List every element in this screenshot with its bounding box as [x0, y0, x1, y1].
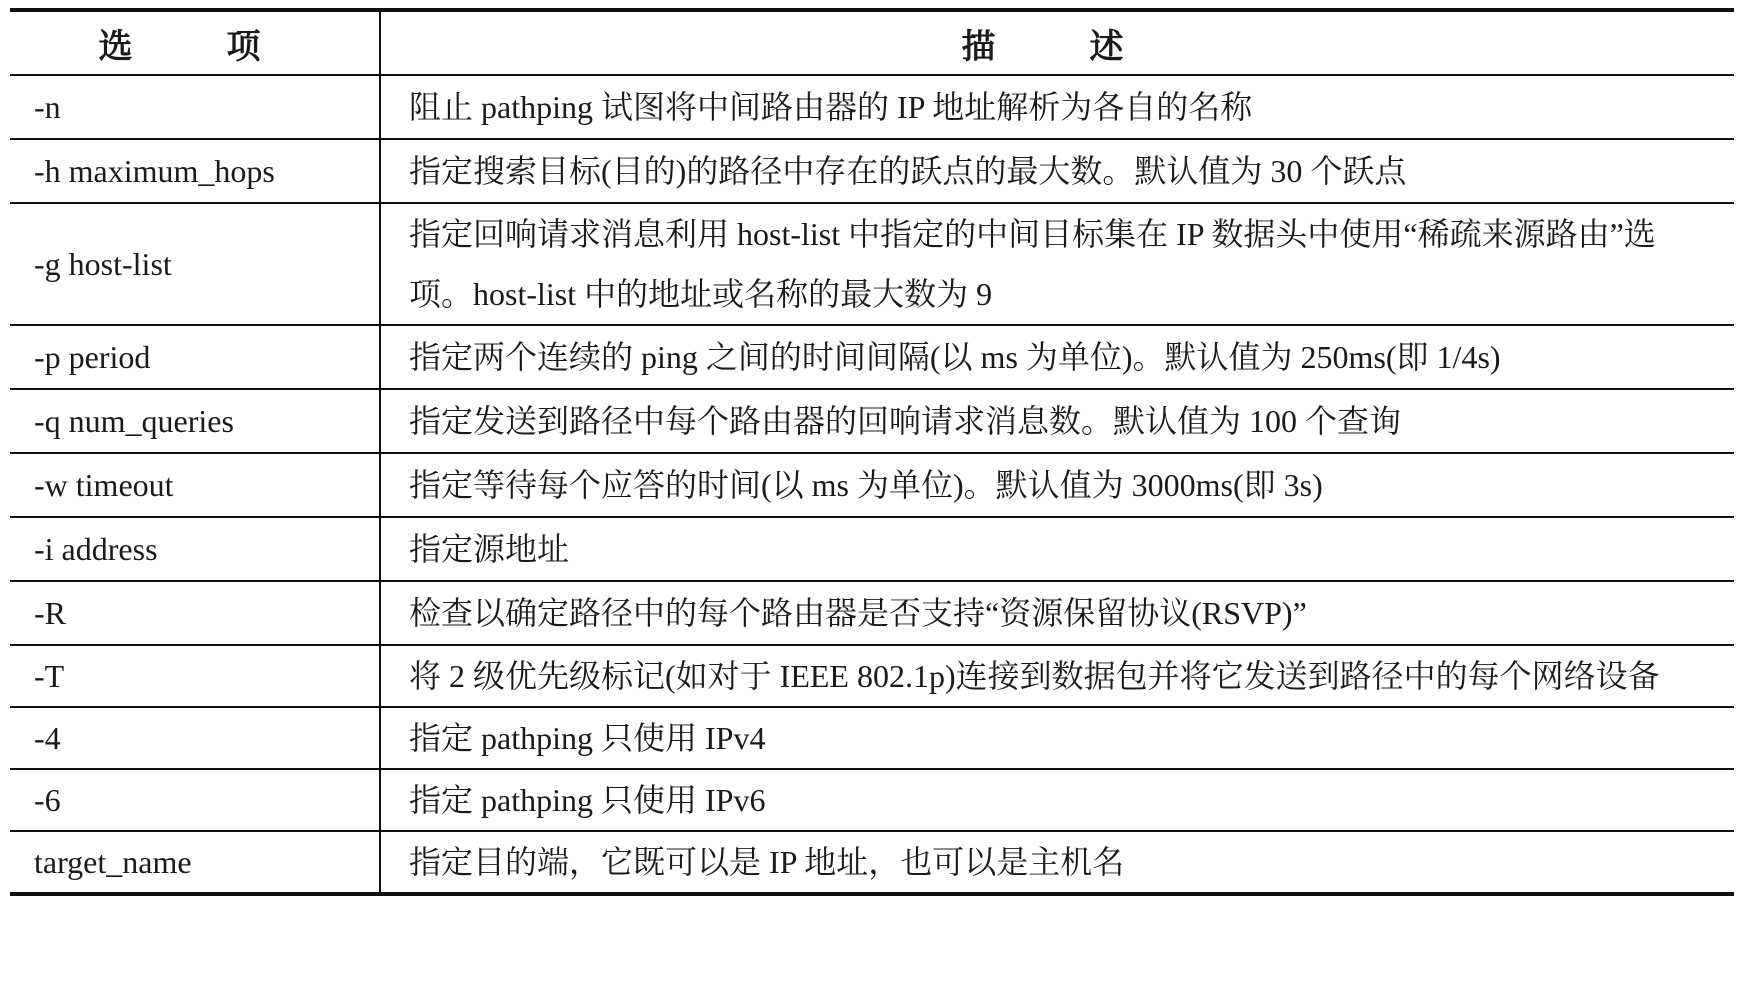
option-cell: -h maximum_hops: [10, 139, 380, 203]
description-cell: 检查以确定路径中的每个路由器是否支持“资源保留协议(RSVP)”: [380, 581, 1734, 645]
table-row: [10, 707, 1734, 769]
table-row: [10, 645, 1734, 707]
table-row: [10, 389, 1734, 453]
description-cell: 指定等待每个应答的时间(以 ms 为单位)。默认值为 3000ms(即 3s): [380, 453, 1734, 517]
pathping-options-table: [10, 8, 1734, 896]
table-row: [10, 139, 1734, 203]
option-cell: -g host-list: [10, 203, 380, 325]
description-cell: 指定发送到路径中每个路由器的回响请求消息数。默认值为 100 个查询: [380, 389, 1734, 453]
table-row: [10, 75, 1734, 139]
table-row: [10, 517, 1734, 581]
table-row: [10, 203, 1734, 325]
description-cell: 指定两个连续的 ping 之间的时间间隔(以 ms 为单位)。默认值为 250ms(即 1/4s): [380, 325, 1734, 389]
table-row: [10, 581, 1734, 645]
description-cell: 指定回响请求消息利用 host-list 中指定的中间目标集在 IP 数据头中使用“稀疏来源路由”选项。host-list 中的地址或名称的最大数为 9: [380, 203, 1734, 325]
description-cell: 将 2 级优先级标记(如对于 IEEE 802.1p)连接到数据包并将它发送到路径中的每个网络设备: [380, 645, 1734, 707]
table-row: [10, 769, 1734, 831]
option-cell: -T: [10, 645, 380, 707]
option-cell: -q num_queries: [10, 389, 380, 453]
table-row: [10, 453, 1734, 517]
option-cell: -R: [10, 581, 380, 645]
option-cell: -4: [10, 707, 380, 769]
option-cell: -n: [10, 75, 380, 139]
table-header: [10, 10, 1734, 75]
option-cell: -i address: [10, 517, 380, 581]
description-cell: 指定源地址: [380, 517, 1734, 581]
description-cell: 指定搜索目标(目的)的路径中存在的跃点的最大数。默认值为 30 个跃点: [380, 139, 1734, 203]
table-body: [10, 75, 1734, 894]
header-description: 描 述: [380, 10, 1734, 75]
option-cell: target_name: [10, 831, 380, 894]
options-table: [10, 8, 1734, 896]
header-option: 选 项: [10, 10, 380, 75]
header-row: [10, 10, 1734, 75]
option-cell: -6: [10, 769, 380, 831]
description-cell: 指定目的端，它既可以是 IP 地址，也可以是主机名: [380, 831, 1734, 894]
option-cell: -p period: [10, 325, 380, 389]
table-row: [10, 325, 1734, 389]
option-cell: -w timeout: [10, 453, 380, 517]
table-row: [10, 831, 1734, 894]
description-cell: 指定 pathping 只使用 IPv6: [380, 769, 1734, 831]
description-cell: 阻止 pathping 试图将中间路由器的 IP 地址解析为各自的名称: [380, 75, 1734, 139]
description-cell: 指定 pathping 只使用 IPv4: [380, 707, 1734, 769]
